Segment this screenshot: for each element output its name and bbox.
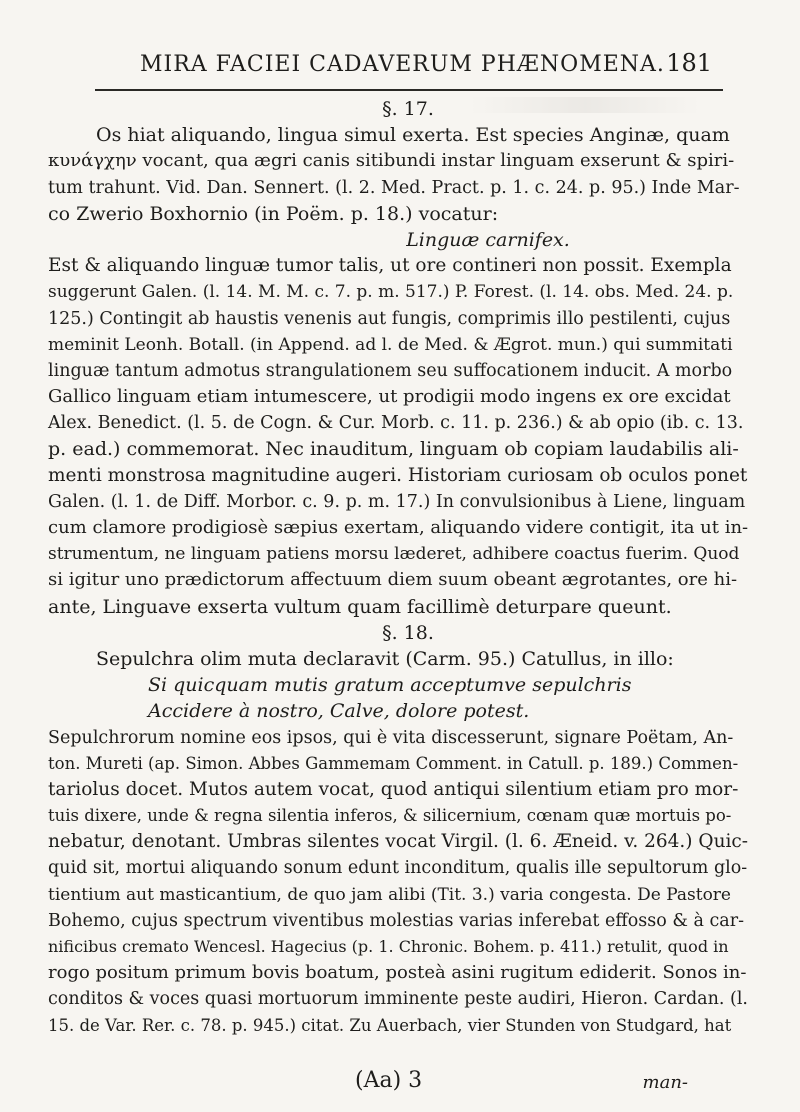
text-line: nificibus cremato Wencesl. Hagecius (p. 1. Chronic. Bohem. p. 411.) retulit, quod in — [48, 937, 729, 956]
text-line: tariolus docet. Mutos autem vocat, quod antiqui silentium etiam pro mor- — [48, 778, 739, 800]
text-line: 15. de Var. Rer. c. 78. p. 945.) citat. Zu Auerbach, vier Stunden von Studgard, hat — [48, 1015, 732, 1035]
text-line: tuis dixere, unde & regna silentia inferos, & silicernium, cœnam quæ mortuis po- — [48, 806, 732, 826]
text-line: κυνάγχην vocant, qua ægri canis sitibundi instar linguam exserunt & spiri- — [48, 150, 735, 172]
text-line: strumentum, ne linguam patiens morsu læderet, adhibere coactus fuerim. Quod — [48, 544, 740, 565]
verse-line: Si quicquam mutis gratum acceptumve sepulchris — [148, 674, 632, 697]
section-heading-18: §. 18. — [382, 621, 434, 644]
text-line: linguæ tantum admotus strangulationem seu suffocationem inducit. A morbo — [48, 360, 733, 381]
text-line: Sepulchrorum nomine eos ipsos, qui è vita discesserunt, signare Poëtam, An- — [48, 727, 734, 748]
text-line: meminit Leonh. Botall. (in Append. ad l. de Med. & Ægrot. mun.) qui summitati — [48, 334, 733, 355]
running-head: MIRA FACIEI CADAVERUM PHÆNOMENA. — [140, 52, 665, 77]
catchword: man- — [642, 1072, 688, 1093]
text-line: cum clamore prodigiosè sæpius exertam, aliquando videre contigit, ita ut in- — [48, 517, 749, 538]
signature-mark: (Aa) 3 — [355, 1068, 423, 1093]
text-line: si igitur uno prædictorum affectuum diem suum obeant ægrotantes, ore hi- — [48, 569, 738, 591]
verse-line: Accidere à nostro, Calve, dolore potest. — [148, 700, 530, 723]
body-text — [48, 96, 749, 1039]
text-line: ante, Linguave exserta vultum quam facillimè deturpare queunt. — [48, 595, 672, 618]
text-line: Bohemo, cujus spectrum viventibus molestias varias inferebat effosso & à car- — [48, 910, 745, 931]
centered-quote-line: Linguæ carnifex. — [406, 228, 570, 251]
text-line: tientium aut masticantium, de quo jam alibi (Tit. 3.) varia congesta. De Pastore — [48, 884, 731, 905]
text-line: nebatur, denotant. Umbras silentes vocat Virgil. (l. 6. Æneid. v. 264.) Quic- — [48, 831, 749, 853]
text-line: Os hiat aliquando, lingua simul exerta. Est species Anginæ, quam — [96, 124, 730, 147]
text-line: Gallico linguam etiam intumescere, ut prodigii modo ingens ex ore excidat — [48, 386, 731, 408]
text-line: Est & aliquando linguæ tumor talis, ut ore contineri non possit. Exempla — [48, 255, 732, 277]
text-line: menti monstrosa magnitudine augeri. Historiam curiosam ob oculos ponet — [48, 464, 748, 486]
header-rule — [95, 89, 723, 91]
text-line: conditos & voces quasi mortuorum imminente peste audiri, Hieron. Cardan. (l. — [48, 989, 748, 1010]
text-line: p. ead.) commemorat. Nec inauditum, linguam ob copiam laudabilis ali- — [48, 438, 739, 461]
text-line: quid sit, mortui aliquando sonum edunt inconditum, qualis ille sepultorum glo- — [48, 858, 748, 879]
text-line: Galen. (l. 1. de Diff. Morbor. c. 9. p. m. 17.) In convulsionibus à Liene, linguam — [48, 491, 746, 512]
text-line: co Zwerio Boxhornio (in Poëm. p. 18.) vocatur: — [48, 202, 499, 225]
text-line: tum trahunt. Vid. Dan. Sennert. (l. 2. Med. Pract. p. 1. c. 24. p. 95.) Inde Mar- — [48, 177, 740, 198]
text-line: ton. Mureti (ap. Simon. Abbes Gammemam Comment. in Catull. p. 189.) Commen- — [48, 753, 739, 773]
text-line: suggerunt Galen. (l. 14. M. M. c. 7. p. m. 517.) P. Forest. (l. 14. obs. Med. 24. p. — [48, 282, 734, 303]
text-line: rogo positum primum bovis boatum, posteà asini rugitum ediderit. Sonos in- — [48, 962, 747, 984]
text-line: Sepulchra olim muta declaravit (Carm. 95.) Catullus, in illo: — [96, 647, 674, 670]
text-line: Alex. Benedict. (l. 5. de Cogn. & Cur. Morb. c. 11. p. 236.) & ab opio (ib. c. 13. — [48, 413, 744, 434]
text-line: 125.) Contingit ab haustis venenis aut fungis, comprimis illo pestilenti, cujus — [48, 308, 731, 329]
page-number: 181 — [666, 49, 712, 77]
section-heading-17: §. 17. — [382, 98, 434, 120]
